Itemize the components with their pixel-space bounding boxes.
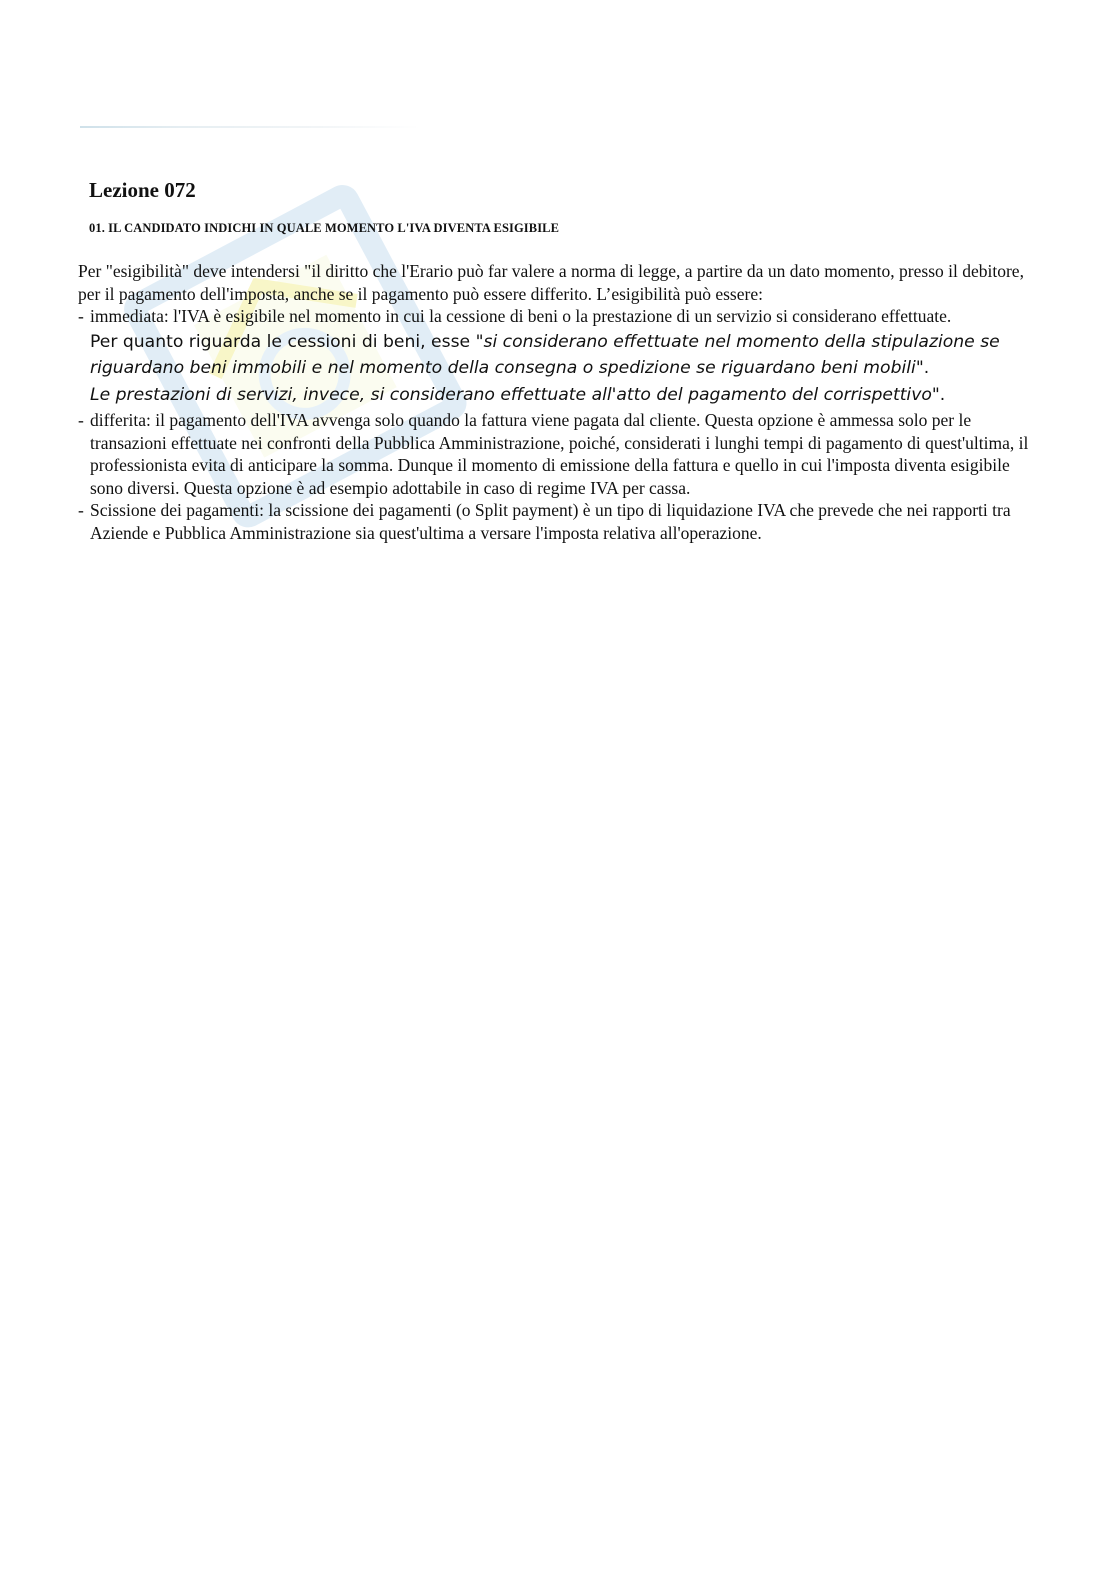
quote-italic-1: si considerano effettuate nel momento della stipulazione se riguardano beni immobili e nel momento della consegna o spedizione se riguardano beni mobili: [90, 331, 1000, 378]
list-dash: -: [78, 500, 84, 520]
quote-lead: Per quanto riguarda le cessioni di beni, esse ": [90, 331, 484, 352]
list-item-text: immediata: l'IVA è esigibile nel momento in cui la cessione di beni o la prestazione di un servizio si considerano effettuate.: [90, 306, 952, 326]
list-item-text: Scissione dei pagamenti: la scissione dei pagamenti (o Split payment) è un tipo di liquidazione IVA che prevede che nei rapporti tra Aziende e Pubblica Amministrazione sia quest'ultima a versare l'imposta relativa all'operazione.: [90, 500, 1011, 543]
answer-body: [78, 260, 1038, 544]
quote-italic-2: Le prestazioni di servizi, invece, si considerano effettuate all'atto del pagamento del corrispettivo: [90, 384, 932, 405]
quote-close-1: ".: [915, 358, 930, 378]
quote-close-2: ".: [931, 384, 946, 405]
list-item: [78, 305, 1038, 328]
list-dash: -: [78, 410, 84, 430]
lesson-title: Lezione 072: [89, 178, 196, 202]
list-item: [78, 409, 1038, 499]
quoted-note: [78, 329, 1038, 409]
intro-paragraph: Per "esigibilità" deve intendersi "il diritto che l'Erario può far valere a norma di legge, a partire da un dato momento, presso il debitore, per il pagamento dell'imposta, anche se il pagamento può essere differito. L’esigibilità può essere:: [78, 261, 1024, 304]
list-item: [78, 499, 1038, 544]
question-heading: 01. IL CANDIDATO INDICHI IN QUALE MOMENTO L'IVA DIVENTA ESIGIBILE: [89, 221, 560, 235]
header-rule: [80, 126, 420, 128]
list-item-text: differita: il pagamento dell'IVA avvenga solo quando la fattura viene pagata dal cliente. Questa opzione è ammessa solo per le transazioni effettuate nei confronti della Pubblica Amministrazione, poiché, considerati i lunghi tempi di pagamento di quest'ultima, il professionista evita di anticipare la somma. Dunque il momento di emissione della fattura e quello in cui l'imposta diventa esigibile sono diversi. Questa opzione è ad esempio adottabile in caso di regime IVA per cassa.: [90, 410, 1029, 498]
list-dash: -: [78, 306, 84, 326]
